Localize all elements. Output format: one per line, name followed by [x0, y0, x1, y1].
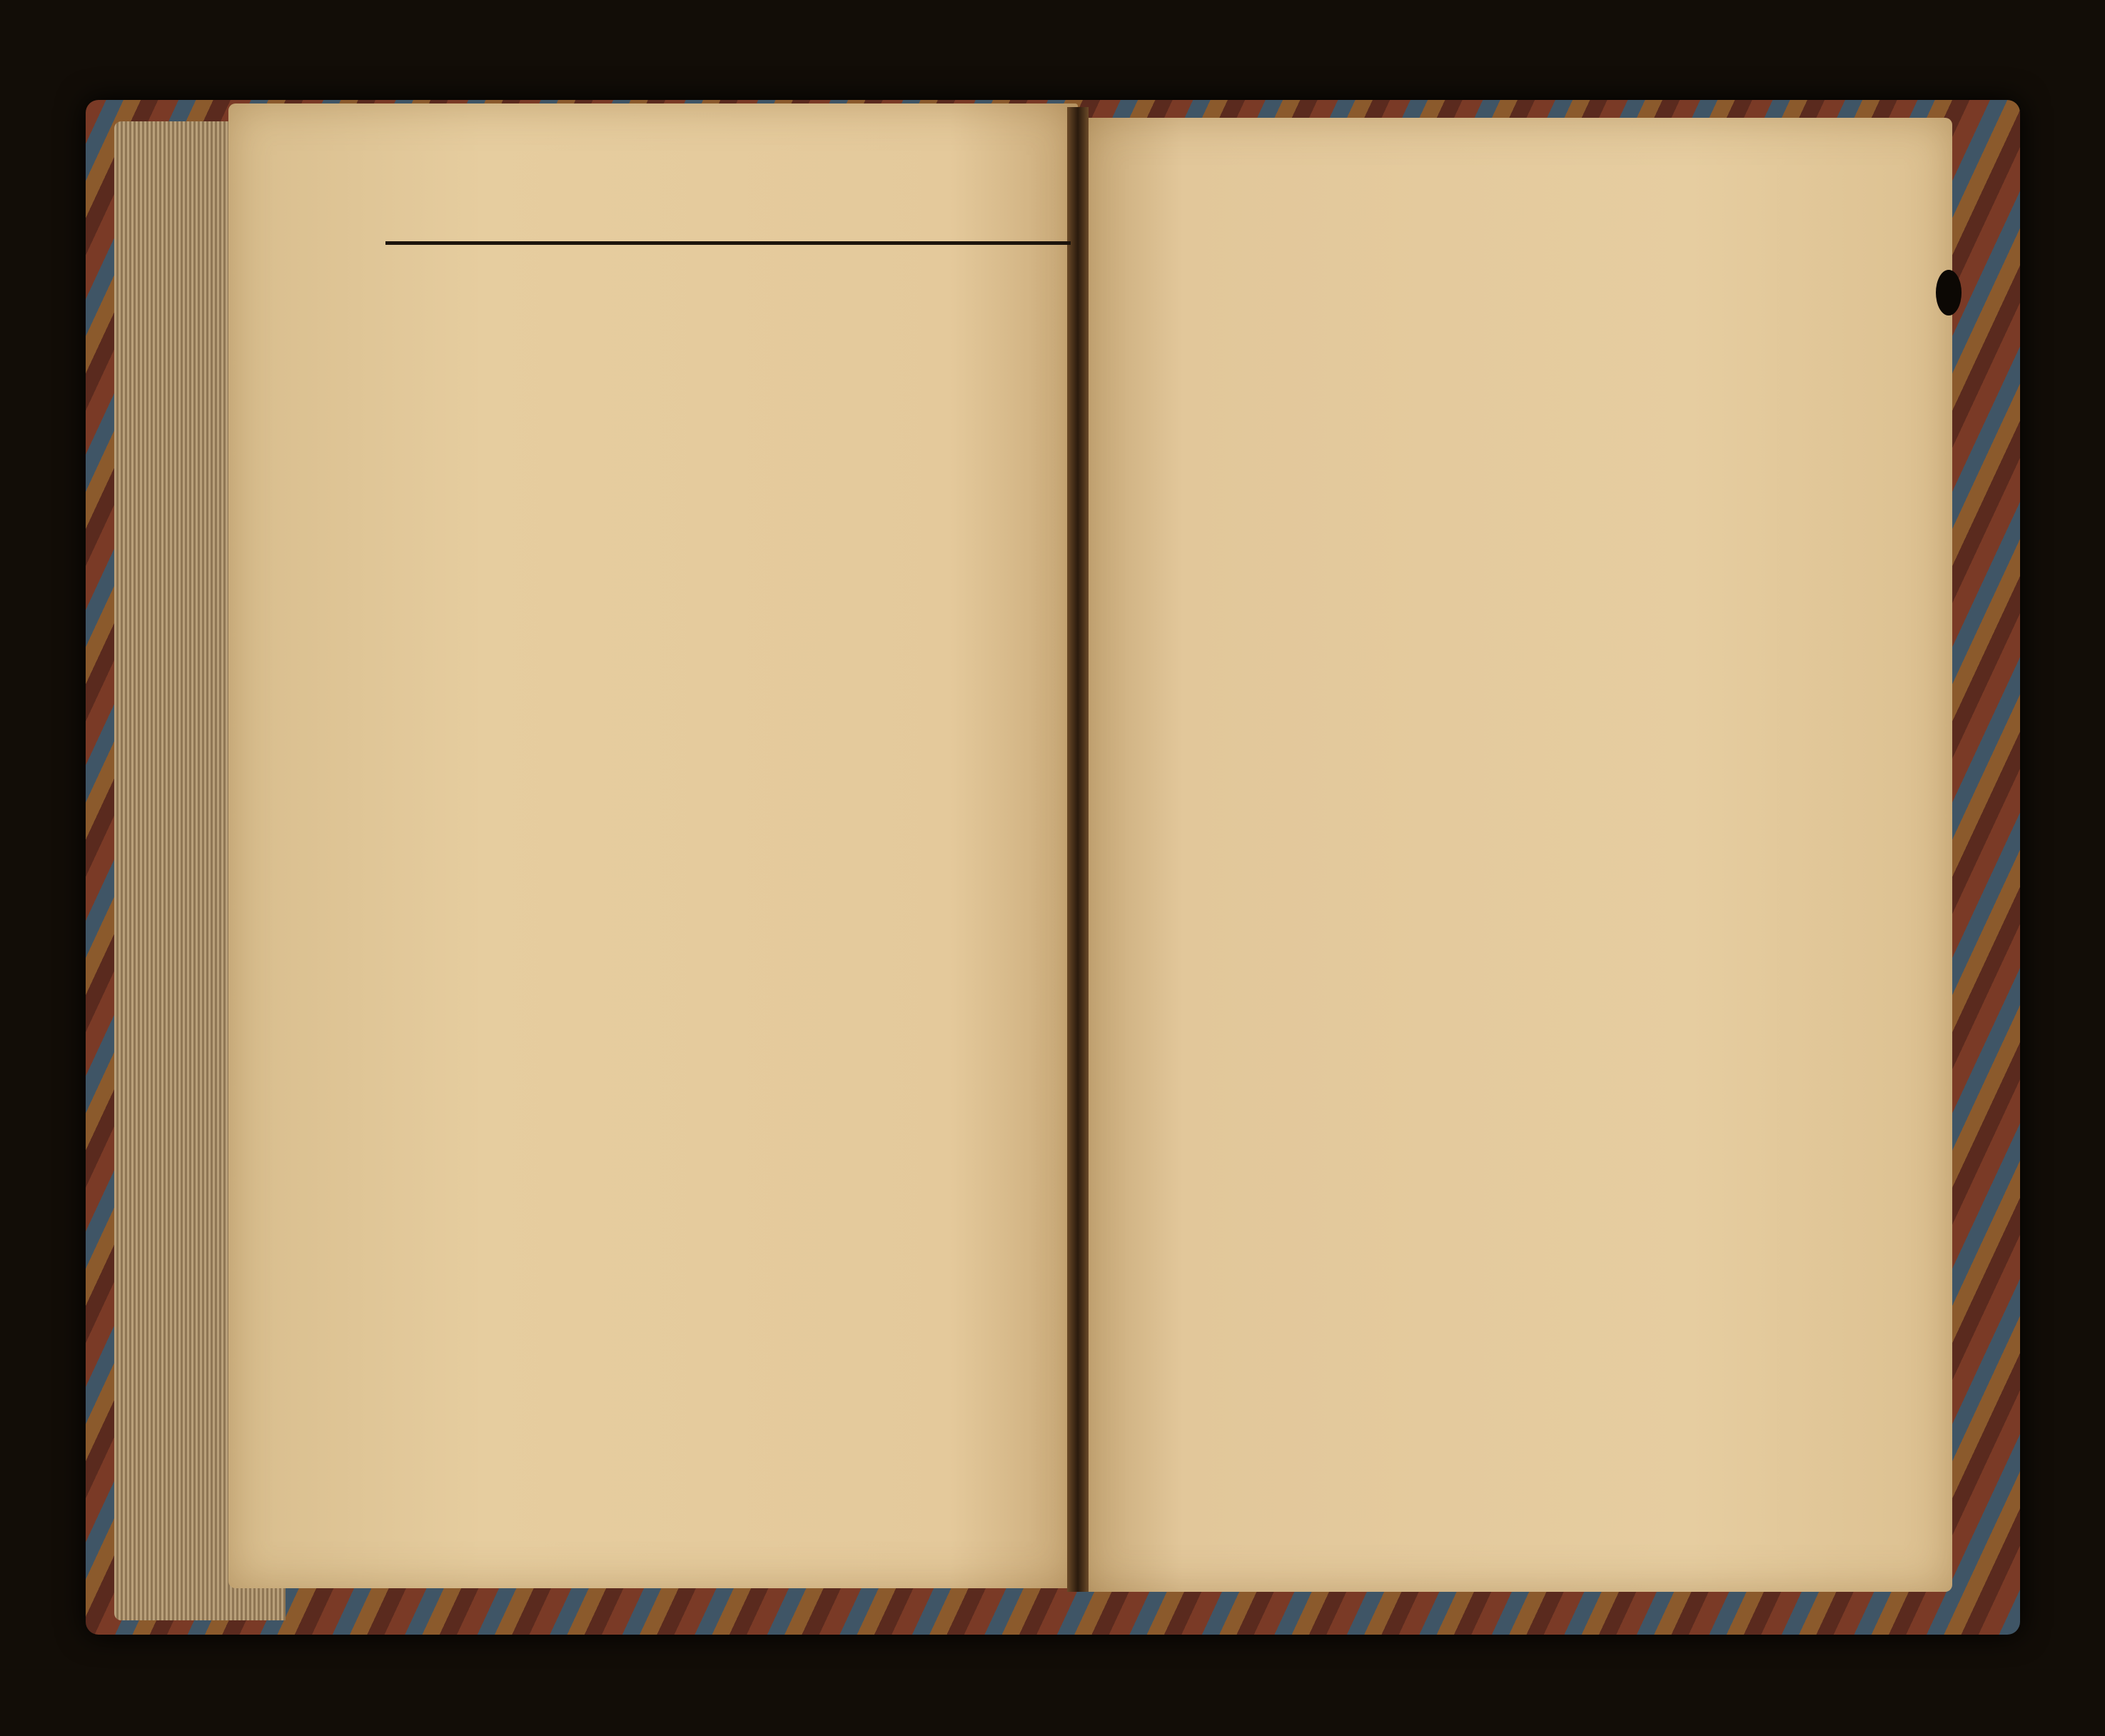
right-page [1078, 118, 1952, 1592]
binding-hole [1936, 270, 1962, 316]
left-page [228, 104, 1078, 1588]
book-gutter [1067, 107, 1089, 1592]
left-header-rule [385, 241, 1071, 245]
